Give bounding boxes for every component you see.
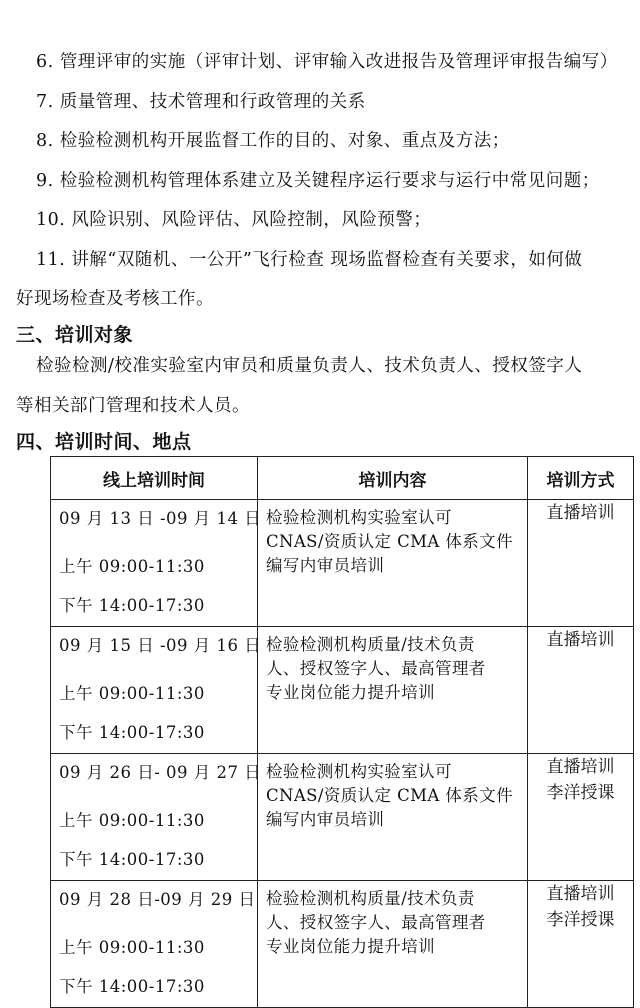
section-heading-time-location: 四、培训时间、地点 — [16, 431, 192, 453]
list-item-10: 10. 风险识别、风险评估、风险控制，风险预警； — [36, 210, 432, 230]
time-cell — [51, 881, 258, 1008]
table-row — [51, 881, 634, 1008]
content-line: 人、授权签字人、最高管理者 — [266, 913, 486, 932]
content-line: CNAS/资质认定 CMA 体系文件 — [266, 786, 513, 805]
afternoon-session: 下午 14:00-17:30 — [59, 723, 205, 742]
content-line: 专业岗位能力提升培训 — [266, 683, 435, 702]
method-label: 直播培训 — [546, 757, 615, 777]
date-range: 09 月 13 日 -09 月 14 日 — [59, 509, 262, 528]
instructor-label: 李洋授课 — [546, 783, 615, 803]
method-cell — [528, 500, 634, 627]
list-item-8: 8. 检验检测机构开展监督工作的目的、对象、重点及方法； — [36, 131, 510, 151]
afternoon-session: 下午 14:00-17:30 — [59, 850, 205, 869]
method-cell — [528, 754, 634, 881]
list-item-11-continued: 好现场检查及考核工作。 — [16, 289, 214, 309]
afternoon-session: 下午 14:00-17:30 — [59, 977, 205, 996]
list-item-6: 6. 管理评审的实施（评审计划、评审输入改进报告及管理评审报告编写） — [36, 52, 618, 72]
content-line: 人、授权签字人、最高管理者 — [266, 659, 486, 678]
section-heading-training-target: 三、培训对象 — [16, 324, 134, 346]
morning-session: 上午 09:00-11:30 — [59, 811, 205, 830]
paragraph-training-target-line-2: 等相关部门管理和技术人员。 — [16, 396, 250, 416]
date-range: 09 月 26 日- 09 月 27 日 — [59, 763, 262, 782]
method-cell — [528, 627, 634, 754]
date-range: 09 月 15 日 -09 月 16 日 — [59, 636, 262, 655]
instructor-label: 李洋授课 — [546, 910, 615, 930]
method-cell — [528, 881, 634, 1008]
content-line: 检验检测机构实验室认可 — [266, 508, 452, 527]
morning-session: 上午 09:00-11:30 — [59, 938, 205, 957]
training-schedule-table — [50, 456, 634, 1008]
method-label: 直播培训 — [546, 884, 615, 904]
column-header-time: 线上培训时间 — [51, 457, 258, 500]
table-row — [51, 754, 634, 881]
table-row — [51, 500, 634, 627]
content-cell — [258, 500, 528, 627]
content-line: 检验检测机构质量/技术负责 — [266, 635, 475, 654]
method-label: 直播培训 — [546, 503, 615, 523]
date-range: 09 月 28 日-09 月 29 日 — [59, 890, 256, 909]
content-line: 检验检测机构质量/技术负责 — [266, 889, 475, 908]
content-line: 检验检测机构实验室认可 — [266, 762, 452, 781]
content-line: 编写内审员培训 — [266, 810, 385, 829]
column-header-method: 培训方式 — [528, 457, 634, 500]
content-cell — [258, 754, 528, 881]
content-line: 编写内审员培训 — [266, 556, 385, 575]
method-label: 直播培训 — [546, 630, 615, 650]
afternoon-session: 下午 14:00-17:30 — [59, 596, 205, 615]
content-cell — [258, 627, 528, 754]
list-item-11: 11. 讲解“双随机、一公开”飞行检查 现场监督检查有关要求，如何做 — [36, 250, 583, 270]
content-line: 专业岗位能力提升培训 — [266, 937, 435, 956]
column-header-content: 培训内容 — [258, 457, 528, 500]
paragraph-training-target-line-1: 检验检测/校准实验室内审员和质量负责人、技术负责人、授权签字人 — [36, 356, 583, 376]
table-header-row — [51, 457, 634, 500]
time-cell — [51, 500, 262, 627]
table-row — [51, 627, 634, 754]
morning-session: 上午 09:00-11:30 — [59, 557, 205, 576]
time-cell — [51, 627, 262, 754]
list-item-9: 9. 检验检测机构管理体系建立及关键程序运行要求与运行中常见问题； — [36, 171, 600, 191]
content-line: CNAS/资质认定 CMA 体系文件 — [266, 532, 513, 551]
list-item-7: 7. 质量管理、技术管理和行政管理的关系 — [36, 92, 366, 112]
content-cell — [258, 881, 528, 1008]
time-cell — [51, 754, 262, 881]
morning-session: 上午 09:00-11:30 — [59, 684, 205, 703]
